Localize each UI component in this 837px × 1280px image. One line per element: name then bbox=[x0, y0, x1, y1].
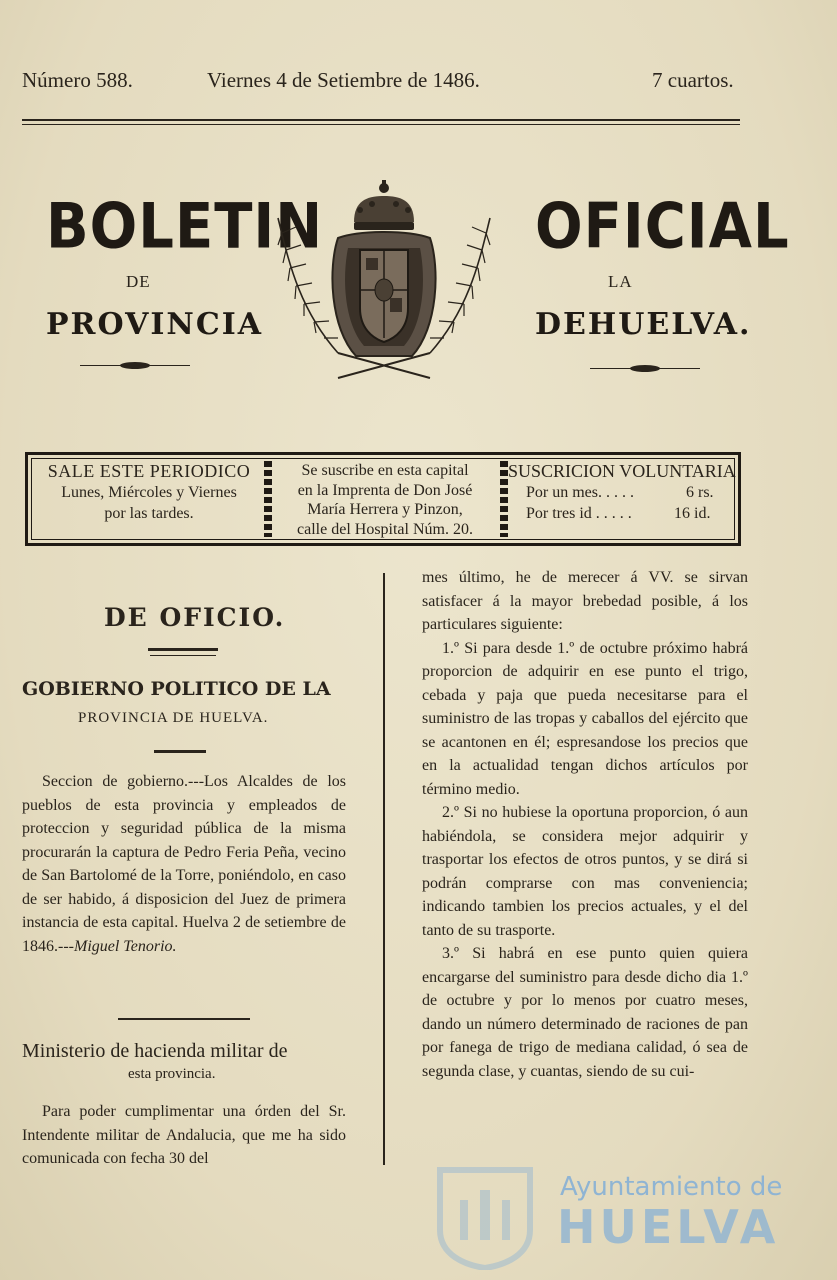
gov-heading: GOBIERNO POLITICO DE LA bbox=[22, 678, 331, 700]
title-de: DE bbox=[126, 272, 151, 291]
price-value: 16 id. bbox=[674, 505, 711, 522]
schedule-title: SALE ESTE PERIODICO bbox=[47, 461, 251, 481]
price-label: Por tres id . . . . . bbox=[526, 505, 632, 522]
prices-title: SUSCRICION VOLUNTARIA bbox=[508, 461, 736, 481]
item-2: 2.º Si no hubiese la oportuna proporcion, ó aun habiéndola, se considera mejor adquirir y trasportar los efectos de otros puntos, y se dirá si podrán comprarse con mas conveniencia; indicando tambien los precios actuales, y el del tanto de su trasporte. bbox=[422, 804, 748, 939]
separator-rule bbox=[118, 1018, 250, 1020]
intro-paragraph: mes último, he de merecer á VV. se sirvan satisfacer á la mayor brebedad posible, á los particulares siguiente: bbox=[422, 569, 748, 633]
title-la: LA bbox=[608, 272, 633, 291]
item-3: 3.º Si habrá en ese punto quien quiera encargarse del suministro para desde dicho dia 1.º de octubre y por lo menos por cuatro meses, dando un número determinado de raciones de pan por fanega de trigo de mediana calidad, ó sea de segunda clase, y cuantas, siendo de su cui- bbox=[422, 945, 748, 1080]
section-bar-thin bbox=[150, 655, 216, 656]
price-value: 6 rs. bbox=[686, 484, 714, 501]
title-boletin: BOLETIN bbox=[46, 190, 324, 264]
subscribe-line-2: en la Imprenta de Don José bbox=[297, 481, 473, 499]
schedule-days: Lunes, Miércoles y Viernes bbox=[61, 484, 237, 501]
ministry-text: Para poder cumplimentar una órden del Sr. Intendente militar de Andalucia, que me ha sido comunicada con fecha 30 del bbox=[22, 1103, 346, 1167]
subscription-box bbox=[25, 452, 741, 546]
gov-bar bbox=[154, 750, 206, 753]
masthead-rule bbox=[22, 119, 740, 121]
title-dehuelva: DEHUELVA. bbox=[535, 307, 752, 342]
subscription-prices bbox=[508, 461, 738, 524]
section-de-oficio: DE OFICIO. bbox=[104, 603, 286, 632]
price-row-three-months bbox=[508, 503, 738, 524]
price-label: Por un mes. . . . . bbox=[526, 484, 634, 501]
price-row-month bbox=[508, 482, 738, 503]
watermark-line2: HUELVA bbox=[557, 1200, 780, 1254]
right-column-text bbox=[422, 566, 748, 1083]
schedule-info bbox=[34, 461, 264, 524]
issue-date: Viernes 4 de Setiembre de 1486. bbox=[207, 68, 480, 92]
ministry-heading: Ministerio de hacienda militar de bbox=[22, 1040, 288, 1062]
ornament-right bbox=[590, 365, 700, 373]
issue-price: 7 cuartos. bbox=[652, 68, 734, 92]
subscribe-info bbox=[272, 461, 498, 539]
royal-crest-icon bbox=[268, 178, 500, 388]
notice-paragraph bbox=[22, 770, 346, 958]
gov-subheading: PROVINCIA DE HUELVA. bbox=[78, 710, 269, 726]
subscribe-line-1: Se suscribe en esta capital bbox=[301, 462, 469, 479]
issue-number: Número 588. bbox=[22, 68, 133, 92]
box-divider-1 bbox=[264, 461, 272, 537]
masthead-meta bbox=[22, 68, 752, 100]
title-provincia: PROVINCIA bbox=[46, 307, 264, 342]
schedule-time: por las tardes. bbox=[104, 505, 194, 522]
subscribe-line-4: calle del Hospital Núm. 20. bbox=[297, 520, 473, 538]
watermark-line1: Ayuntamiento de bbox=[560, 1172, 783, 1202]
title-oficial: OFICIAL bbox=[535, 190, 790, 264]
box-divider-2 bbox=[500, 461, 508, 537]
notice-signature: Miguel Tenorio. bbox=[73, 937, 177, 955]
subscribe-line-3: María Herrera y Pinzon, bbox=[307, 501, 463, 518]
ornament-left bbox=[80, 362, 190, 370]
column-divider bbox=[383, 573, 385, 1165]
notice-text: Seccion de gobierno.---Los Alcaldes de los pueblos de esta provincia y empleados de proteccion y seguridad pública de la misma procurarán la captura de Pedro Feria Peña, vecino de San Bartolomé de la Torre, poniéndolo, en caso de ser habido, á disposicion del Juez de primera instancia de esta capital. Huelva 2 de setiembre de 1846.--- bbox=[22, 773, 346, 955]
ministry-paragraph bbox=[22, 1100, 346, 1171]
section-bar bbox=[148, 648, 218, 651]
item-1: 1.º Si para desde 1.º de octubre próximo habrá proporcion de adquirir en ese punto el trigo, cebada y paja que pueda necesitarse para el suministro de las tropas y caballos del ejército que se acantonen en él; espresandose los precios que en la actualidad tengan dichos artículos por término medio. bbox=[422, 639, 748, 798]
ministry-subheading: esta provincia. bbox=[128, 1066, 216, 1082]
masthead-rule-thin bbox=[22, 124, 740, 125]
